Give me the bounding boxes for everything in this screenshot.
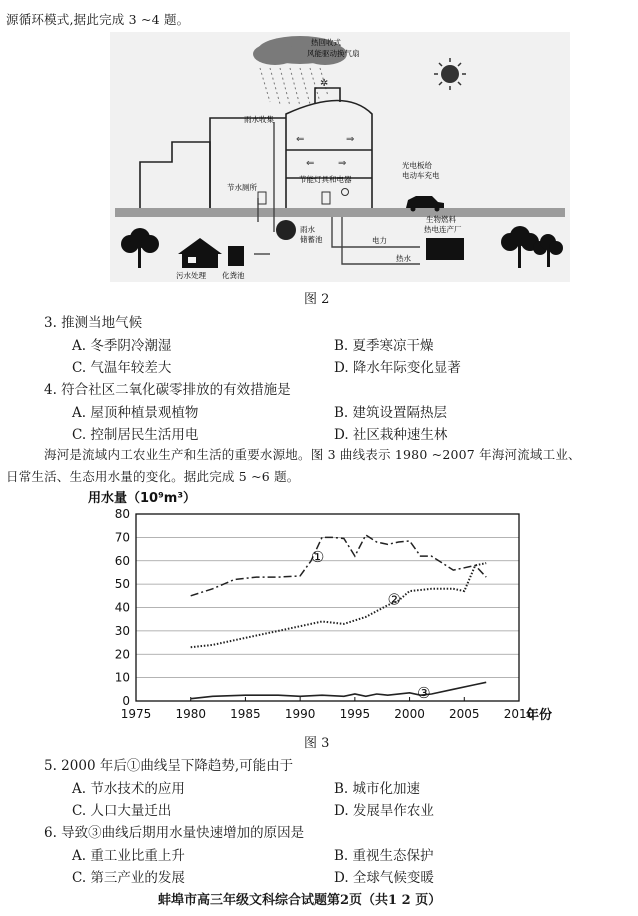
y-axis-label: 用水量（10⁹m³）	[88, 491, 197, 506]
q5-stem: 5. 2000 年后①曲线呈下降趋势,可能由于	[44, 758, 294, 774]
series-line-2	[191, 563, 487, 647]
svg-text:⇒: ⇒	[338, 158, 347, 169]
q6-stem: 6. 导致③曲线后期用水量快速增加的原因是	[44, 825, 305, 841]
svg-text:光电板给: 光电板给	[402, 161, 432, 170]
q4-option-d[interactable]: D. 社区栽种速生林	[334, 427, 448, 443]
q5-option-c[interactable]: C. 人口大量迁出	[72, 803, 172, 819]
q6-option-c[interactable]: C. 第三产业的发展	[72, 870, 185, 886]
intro-tail: 源循环模式,据此完成 3 ~4 题。	[6, 12, 190, 27]
svg-text:电动车充电: 电动车充电	[402, 171, 440, 180]
fan-icon: ✲	[320, 78, 329, 89]
passage-line-2: 日常生活、生态用水量的变化。据此完成 5 ~6 题。	[6, 469, 300, 484]
series-line-3	[191, 682, 487, 698]
q6-option-b[interactable]: B. 重视生态保护	[334, 848, 434, 864]
y-tick-label: 40	[114, 600, 130, 615]
svg-text:风能驱动换气扇: 风能驱动换气扇	[307, 49, 360, 58]
svg-text:节水厕所: 节水厕所	[227, 183, 257, 192]
svg-text:储蓄池: 储蓄池	[300, 235, 323, 244]
q5-option-b[interactable]: B. 城市化加速	[334, 781, 421, 797]
q3-stem: 3. 推测当地气候	[44, 315, 143, 331]
q3-option-a[interactable]: A. 冬季阴冷潮湿	[72, 338, 172, 354]
x-tick-label: 2000	[394, 707, 425, 721]
y-tick-label: 10	[114, 670, 130, 685]
series-line-1	[191, 535, 487, 596]
y-tick-label: 30	[114, 623, 130, 638]
y-tick-label: 70	[114, 530, 130, 545]
q6-option-d[interactable]: D. 全球气候变暖	[334, 870, 434, 886]
svg-text:热电连产厂: 热电连产厂	[424, 225, 462, 234]
q6-option-a[interactable]: A. 重工业比重上升	[72, 848, 185, 864]
y-tick-label: 60	[114, 553, 130, 568]
figure-3-caption: 图 3	[304, 736, 330, 751]
series-label-1: ①	[310, 548, 325, 567]
x-tick-label: 2005	[449, 707, 480, 721]
svg-text:热回收式: 热回收式	[311, 38, 341, 47]
svg-text:雨水: 雨水	[300, 225, 315, 234]
svg-text:污水处理: 污水处理	[176, 271, 206, 280]
page-footer: 蚌埠市高三年级文科综合试题第2页（共1 2 页）	[158, 893, 442, 908]
x-tick-label: 1985	[230, 707, 261, 721]
svg-text:电力: 电力	[372, 236, 387, 245]
x-tick-label: 2010	[503, 707, 535, 721]
passage-line-1: 海河是流域内工农业生产和生活的重要水源地。图 3 曲线表示 1980 ~2007 年海河流域工业、	[44, 447, 581, 462]
y-tick-label: 20	[114, 647, 130, 662]
series-label-2: ②	[387, 590, 401, 609]
q4-stem: 4. 符合社区二氧化碳零排放的有效措施是	[44, 382, 291, 398]
q4-option-c[interactable]: C. 控制居民生活用电	[72, 427, 199, 443]
x-tick-label: 1990	[284, 707, 316, 721]
svg-text:节能灯具和电器: 节能灯具和电器	[299, 175, 352, 184]
x-axis-label: 年份	[526, 708, 553, 723]
x-tick-label: 1975	[120, 707, 152, 721]
q3-option-d[interactable]: D. 降水年际变化显著	[334, 360, 461, 376]
y-tick-label: 50	[114, 577, 130, 592]
svg-text:热水: 热水	[396, 254, 411, 263]
q3-option-b[interactable]: B. 夏季寒凉干燥	[334, 338, 434, 354]
figure-2-caption: 图 2	[304, 292, 330, 307]
y-tick-label: 0	[122, 694, 130, 708]
x-tick-label: 1980	[175, 707, 206, 721]
q4-option-b[interactable]: B. 建筑设置隔热层	[334, 405, 448, 421]
q4-option-a[interactable]: A. 屋顶种植景观植物	[72, 405, 199, 421]
svg-text:⇐: ⇐	[306, 158, 315, 169]
q5-option-d[interactable]: D. 发展旱作农业	[334, 803, 434, 819]
svg-text:化粪池: 化粪池	[222, 271, 245, 280]
x-tick-label: 1995	[339, 707, 371, 721]
y-tick-label: 80	[114, 507, 130, 521]
svg-text:⇒: ⇒	[346, 134, 355, 145]
series-label-3: ③	[417, 683, 431, 702]
q3-option-c[interactable]: C. 气温年较差大	[72, 360, 172, 376]
q5-option-a[interactable]: A. 节水技术的应用	[72, 781, 185, 797]
svg-text:⇐: ⇐	[296, 134, 305, 145]
svg-text:生物燃料: 生物燃料	[426, 215, 456, 224]
svg-text:雨水收集: 雨水收集	[244, 115, 274, 124]
